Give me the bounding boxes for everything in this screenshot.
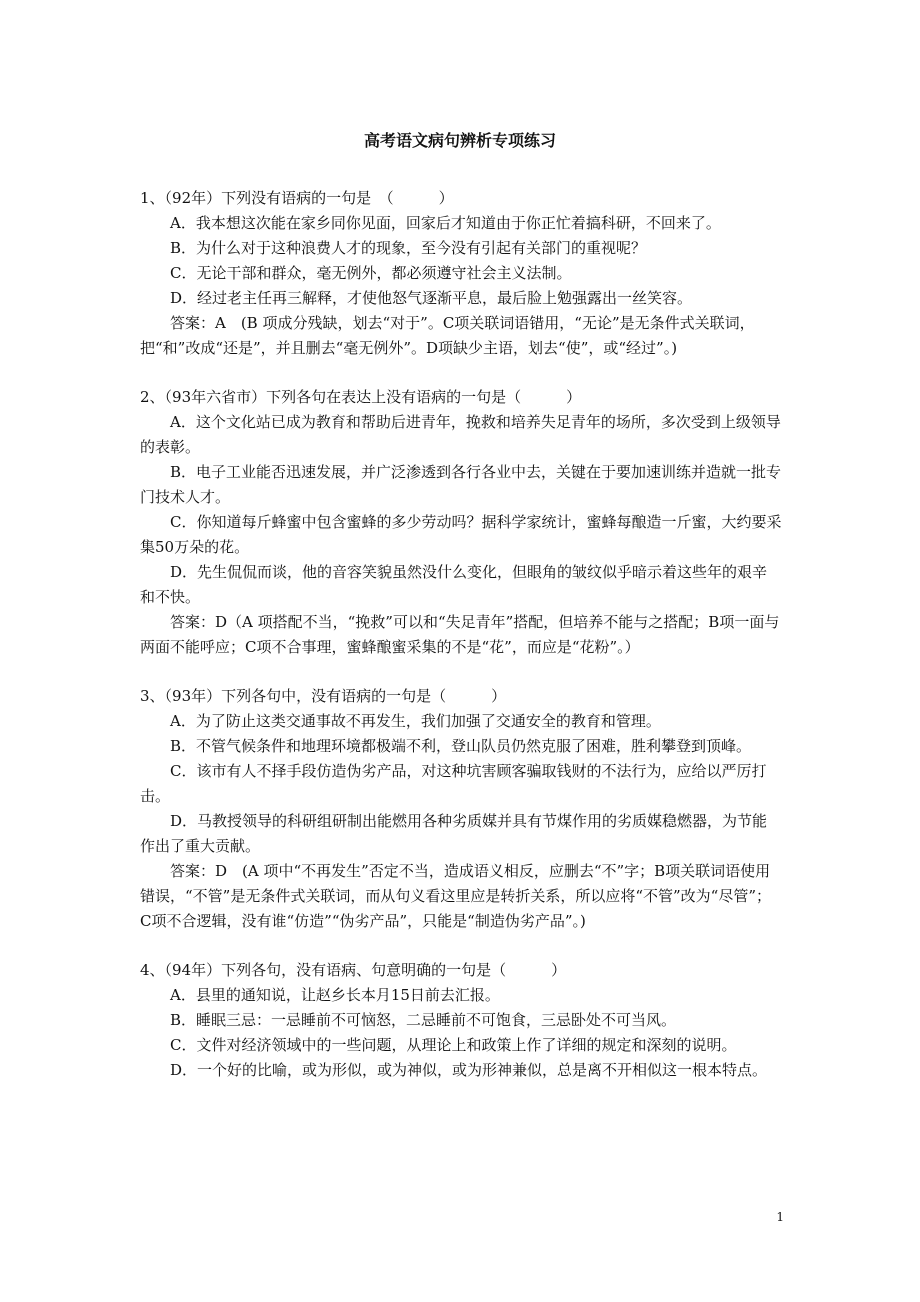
answer-text: 答案：D (A 项中“不再发生”否定不当，造成语义相反，应删去“不”字；B项关联词语使用错误，“不管”是无条件式关联词，而从句义看这里应是转折关系，所以应将“不管”改为“尽管”；C项不合逻辑，没有谁“仿造”“伪劣产品”，只能是“制造伪劣产品”。) xyxy=(140,862,772,930)
option-d: D．先生侃侃而谈，他的音容笑貌虽然没什么变化，但眼角的皱纹似乎暗示着这些年的艰辛和不快。 xyxy=(140,563,768,606)
question-3 xyxy=(140,684,782,934)
option-d: D．一个好的比喻，或为形似，或为神似，或为形神兼似，总是离不开相似这一根本特点。 xyxy=(170,1061,768,1079)
option-a: A．县里的通知说，让赵乡长本月15日前去汇报。 xyxy=(170,986,500,1004)
question-list xyxy=(140,186,782,1107)
option-b: B．电子工业能否迅速发展，并广泛渗透到各行各业中去，关键在于要加速训练并造就一批专门技术人才。 xyxy=(140,463,782,506)
option-c: C．该市有人不择手段仿造伪劣产品，对这种坑害顾客骗取钱财的不法行为，应给以严厉打击。 xyxy=(140,762,767,805)
option-d: D．马教授领导的科研组研制出能燃用各种劣质媒并具有节煤作用的劣质媒稳燃器，为节能作出了重大贡献。 xyxy=(140,812,768,855)
question-2 xyxy=(140,385,782,660)
option-a: A．为了防止这类交通事故不再发生，我们加强了交通安全的教育和管理。 xyxy=(170,712,661,730)
option-b: B．不管气候条件和地理环境都极端不利，登山队员仍然克服了困难，胜利攀登到顶峰。 xyxy=(170,737,752,755)
option-a: A．这个文化站已成为教育和帮助后进青年，挽救和培养失足青年的场所，多次受到上级领导的表彰。 xyxy=(140,413,781,456)
question-stem: 1、（92年）下列没有语病的一句是 （ ） xyxy=(140,189,454,207)
question-stem: 3、（93年）下列各句中，没有语病的一句是（ ） xyxy=(140,687,507,705)
option-b: B．为什么对于这种浪费人才的现象，至今没有引起有关部门的重视呢？ xyxy=(170,239,647,257)
question-4 xyxy=(140,958,782,1083)
answer-text: 答案：D（A 项搭配不当，“挽救”可以和“失足青年”搭配，但培养不能与之搭配；B项一面与两面不能呼应；C项不合事理，蜜蜂酿蜜采集的不是“花”，而应是“花粉”。） xyxy=(140,613,780,656)
page-number: 1 xyxy=(776,1210,784,1224)
question-1 xyxy=(140,186,782,361)
option-b: B．睡眠三忌：一忌睡前不可恼怒，二忌睡前不可饱食，三忌卧处不可当风。 xyxy=(170,1011,677,1029)
question-stem: 2、（93年六省市）下列各句在表达上没有语病的一句是（ ） xyxy=(140,388,582,406)
page-title: 高考语文病句辨析专项练习 xyxy=(363,131,556,150)
option-c: C．文件对经济领域中的一些问题，从理论上和政策上作了详细的规定和深刻的说明。 xyxy=(170,1036,737,1054)
question-stem: 4、（94年）下列各句，没有语病、句意明确的一句是（ ） xyxy=(140,961,567,979)
option-c: C．你知道每斤蜂蜜中包含蜜蜂的多少劳动吗？据科学家统计，蜜蜂每酿造一斤蜜，大约要采集50万朵的花。 xyxy=(140,513,782,556)
option-d: D．经过老主任再三解释，才使他怒气逐渐平息，最后脸上勉强露出一丝笑容。 xyxy=(170,289,693,307)
option-a: A．我本想这次能在家乡同你见面，回家后才知道由于你正忙着搞科研，不回来了。 xyxy=(170,214,721,232)
answer-text: 答案：A (B 项成分残缺，划去“对于”。C项关联词语错用，“无论”是无条件式关联词，把“和”改成“还是”，并且删去“毫无例外”。D项缺少主语，划去“使”，或“经过”。) xyxy=(140,314,755,357)
option-c: C．无论干部和群众，毫无例外，都必须遵守社会主义法制。 xyxy=(170,264,572,282)
